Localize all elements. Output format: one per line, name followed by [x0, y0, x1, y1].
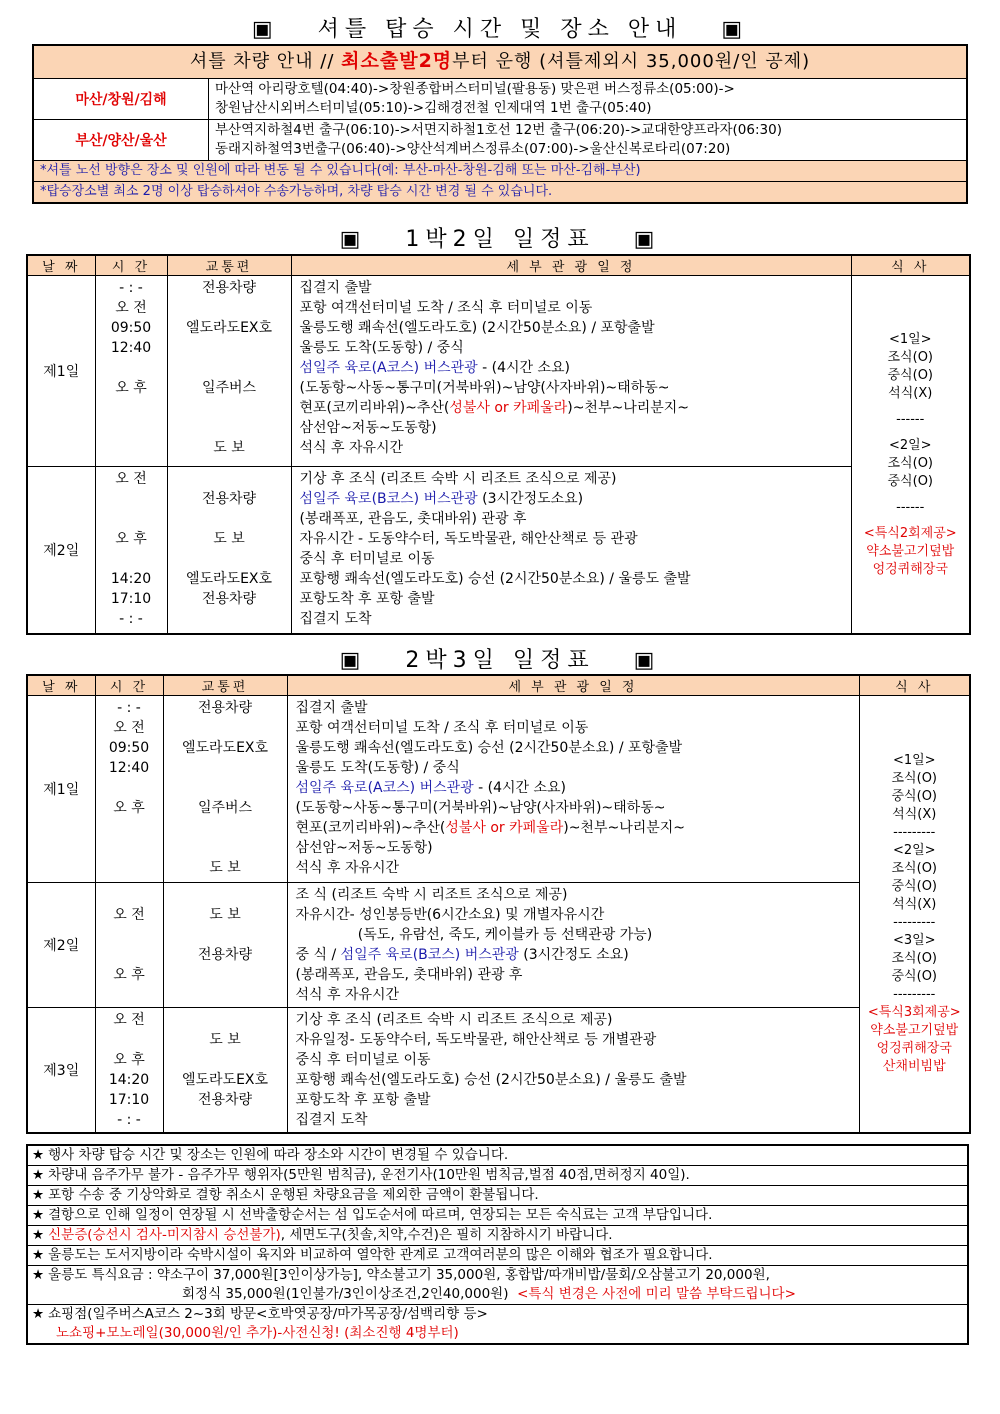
time-cell — [95, 467, 167, 635]
time: 09:50 — [108, 740, 150, 756]
col-header-date: 날 짜 — [27, 255, 95, 276]
meal-divider: --------- — [893, 987, 936, 1002]
detail-line: (도동항~사동~통구미(거북바위)~남양(사자바위)~태하동~ — [295, 800, 666, 816]
note-item — [28, 1266, 967, 1305]
time — [96, 489, 167, 509]
time: 17:10 — [108, 1092, 150, 1108]
meal-divider: --------- — [893, 915, 936, 930]
note-item — [28, 1246, 967, 1266]
time-cell — [95, 276, 167, 467]
meal-item: 중식(O) — [891, 789, 937, 804]
island-tour-b: 섬일주 육로(B코스) 버스관광 — [340, 947, 519, 963]
route-line: 창원남산시외버스터미널(05:10)->김해경전철 인제대역 1번 출구(05:40) — [215, 100, 652, 116]
star-icon: ★ — [32, 1207, 45, 1223]
transport — [164, 838, 287, 858]
note-text: 차량내 음주가무 불가 - 음주가무 행위자(5만원 범칙금), 운전기사(10만원 범칙금,벌점 40점,면허정지 40일). — [48, 1167, 690, 1183]
detail-line: 포항 여객선터미널 도착 / 조식 후 터미널로 이동 — [299, 300, 593, 316]
detail-line: (봉래폭포, 관음도, 촛대바위) 관광 후 — [299, 511, 527, 527]
detail-line: 집결지 도착 — [299, 611, 372, 627]
tour-duration: (3시간정도소요) — [477, 491, 584, 507]
note-item — [28, 1186, 967, 1206]
detail-line: 집결지 도착 — [295, 1112, 368, 1128]
meal-item: 조식(O) — [891, 771, 937, 786]
id-card-note: 신분증(승선시 검사-미지참시 승선불가) — [48, 1227, 281, 1243]
day-label: 제2일 — [27, 883, 95, 1008]
shuttle-note: *탑승장소별 최소 2명 이상 탑승하셔야 수송가능하며, 차량 탑승 시간 변경 될 수 있습니다. — [34, 182, 966, 202]
detail-line — [288, 818, 859, 838]
detail-line: 포항 여객선터미널 도착 / 조식 후 터미널로 이동 — [295, 720, 589, 736]
special-meal-title: <특식2회제공> — [863, 525, 957, 541]
detail-line: 울릉도행 쾌속선(엘도라도호) 승선 (2시간50분소요) / 포항출발 — [295, 740, 683, 756]
col-header-transport: 교통편 — [163, 675, 287, 696]
transport: 전용차량 — [197, 947, 253, 963]
transport — [164, 818, 287, 838]
time: 17:10 — [110, 591, 152, 607]
time — [96, 858, 163, 878]
star-icon: ★ — [32, 1147, 45, 1163]
day-row — [27, 467, 970, 635]
special-change-note: <특식 변경은 사전에 미리 말씀 부탁드립니다> — [517, 1286, 796, 1302]
route-part: 현포(코끼리바위)~추산( — [299, 400, 450, 416]
transport-cell — [163, 883, 287, 1008]
transport-cell — [163, 696, 287, 883]
transport: 도 보 — [213, 440, 245, 456]
itinerary-2n3d-title: ▣ 2박3일 일정표 ▣ — [339, 648, 661, 673]
itinerary-1n2d-table — [26, 254, 971, 635]
time: 14:20 — [108, 1072, 150, 1088]
time-cell — [95, 883, 163, 1008]
time: - : - — [119, 280, 143, 296]
transport — [164, 758, 287, 778]
time: 오 후 — [113, 800, 145, 816]
meal-divider: ------ — [896, 411, 925, 427]
detail-line — [292, 358, 851, 378]
transport: 일주버스 — [197, 800, 253, 816]
route-line: 마산역 아리랑호텔(04:40)->창원종합버스터미널(팔용동) 맞은편 버스정류소(05:00)-> — [215, 81, 735, 97]
detail-line: 포항행 쾌속선(엘도라도호) 승선 (2시간50분소요) / 울릉도 출발 — [299, 571, 691, 587]
route-line: 동래지하철역3번출구(06:40)->양산석계버스정류소(07:00)->울산신복로타리(07:20) — [215, 141, 731, 157]
detail-line: 조 식 (리조트 숙박 시 리조트 조식으로 제공) — [295, 887, 568, 903]
meal-item: 조식(O) — [891, 951, 937, 966]
transport — [164, 885, 287, 905]
detail-line: 삼선암~저동~도동항) — [299, 420, 437, 436]
meal-item: <3일> — [892, 933, 936, 948]
island-tour-a: 섬일주 육로(A코스) 버스관광 — [295, 780, 474, 796]
route-option: 성불사 or 카페울라 — [449, 400, 568, 416]
detail-line: 석식 후 자유시간 — [299, 440, 404, 456]
transport — [164, 965, 287, 985]
note-text: 회정식 35,000원(1인불가/3인이상조건,2인40,000원) — [182, 1286, 509, 1302]
detail-line: 기상 후 조식 (리조트 숙박 시 리조트 조식으로 제공) — [295, 1012, 613, 1028]
meal-item: <1일> — [888, 331, 932, 347]
detail-line: 포항도착 후 포항 출발 — [299, 591, 435, 607]
shuttle-route-row — [34, 120, 966, 161]
time: 12:40 — [110, 340, 152, 356]
time — [96, 778, 163, 798]
meal-item: <2일> — [892, 843, 936, 858]
time — [96, 985, 163, 1005]
transport: 전용차량 — [197, 700, 253, 716]
meal-item: 조식(O) — [887, 455, 933, 471]
detail-line: 집결지 출발 — [299, 280, 372, 296]
transport — [168, 398, 291, 418]
note-text: 울릉도 특식요금 : 약소구이 37,000원[3인이상가능], 약소불고기 35,000원, 홍합밥/따개비밥/물회/오삼불고기 20,000원, — [48, 1267, 770, 1283]
special-meal-title: <특식3회제공> — [867, 1005, 961, 1020]
detail-line — [288, 945, 859, 965]
route-stops — [209, 120, 966, 160]
lunch-text: 중 식 / — [295, 947, 341, 963]
special-meal: 약소불고기덮밥 — [866, 543, 955, 559]
transport: 전용차량 — [201, 491, 257, 507]
itinerary-1n2d-title: ▣ 1박2일 일정표 ▣ — [339, 227, 661, 252]
note-item — [28, 1146, 967, 1166]
time — [96, 885, 163, 905]
meal-cell — [859, 696, 970, 1134]
route-part: 현포(코끼리바위)~추산( — [295, 820, 446, 836]
detail-line: 자유일정- 도동약수터, 독도박물관, 해안산책로 등 개별관광 — [295, 1032, 657, 1048]
note-item — [28, 1305, 967, 1343]
special-meal: 약소불고기덮밥 — [870, 1023, 959, 1038]
route-part: )~천부~나리분지~ — [567, 400, 690, 416]
detail-line: 자유시간- 성인봉등반(6시간소요) 및 개별자유시간 — [295, 907, 605, 923]
day-label: 제2일 — [27, 467, 95, 635]
shuttle-route-row — [34, 79, 966, 120]
star-icon: ★ — [32, 1306, 45, 1322]
time: - : - — [117, 700, 141, 716]
detail-line: 중식 후 터미널로 이동 — [295, 1052, 431, 1068]
day-label: 제1일 — [27, 696, 95, 883]
time — [96, 549, 167, 569]
tour-duration: (3시간정도 소요) — [518, 947, 629, 963]
transport — [168, 549, 291, 569]
route-stops — [209, 79, 966, 119]
time: - : - — [119, 611, 143, 627]
itinerary-2n3d-table — [26, 674, 971, 1134]
transport — [164, 778, 287, 798]
transport: 도 보 — [209, 860, 241, 876]
detail-cell — [287, 696, 859, 883]
time: 오 전 — [113, 907, 145, 923]
time: 오 전 — [113, 1012, 145, 1028]
notes-box — [26, 1144, 969, 1345]
detail-cell — [287, 1008, 859, 1134]
special-meal: 산채비빔밥 — [882, 1059, 946, 1074]
detail-cell — [291, 467, 851, 635]
time — [96, 1030, 163, 1050]
col-header-time: 시 간 — [95, 255, 167, 276]
shuttle-header — [34, 46, 966, 79]
col-header-time: 시 간 — [95, 675, 163, 696]
detail-line — [292, 398, 851, 418]
meal-divider: --------- — [893, 825, 936, 840]
time: 09:50 — [110, 320, 152, 336]
transport — [164, 1050, 287, 1070]
detail-line: 자유시간 - 도동약수터, 독도박물관, 해안산책로 등 관광 — [299, 531, 638, 547]
note-text: 결항으로 인해 일정이 연장될 시 선박출항순서는 섬 입도순서에 따르며, 연장되는 모든 숙식료는 고객 부담입니다. — [48, 1207, 713, 1223]
time — [96, 818, 163, 838]
shuttle-header-text: 셔틀 차량 안내 // — [189, 51, 342, 72]
meal-item: <1일> — [892, 753, 936, 768]
detail-line — [288, 778, 859, 798]
route-option: 성불사 or 카페울라 — [445, 820, 564, 836]
detail-cell — [291, 276, 851, 467]
col-header-date: 날 짜 — [27, 675, 95, 696]
time: 14:20 — [110, 571, 152, 587]
time — [96, 418, 167, 438]
meal-divider: ------ — [896, 499, 925, 515]
star-icon: ★ — [32, 1187, 45, 1203]
time — [96, 438, 167, 458]
transport: 엘도라도EX호 — [185, 571, 273, 587]
detail-line: 중식 후 터미널로 이동 — [299, 551, 435, 567]
transport — [164, 718, 287, 738]
meal-item: 중식(O) — [891, 969, 937, 984]
transport: 도 보 — [209, 907, 241, 923]
time — [96, 925, 163, 945]
col-header-transport: 교통편 — [167, 255, 291, 276]
detail-line: 삼선암~저동~도동항) — [295, 840, 433, 856]
tour-duration: - (4시간 소요) — [477, 360, 571, 376]
note-text: 쇼핑점(일주버스A코스 2~3회 방문<호박엿공장/마가목공장/섬백리향 등> — [48, 1306, 488, 1322]
detail-line: 석식 후 자유시간 — [295, 860, 400, 876]
meal-item: 조식(O) — [887, 349, 933, 365]
special-meal: 엉겅퀴해장국 — [872, 561, 948, 577]
star-icon: ★ — [32, 1267, 45, 1283]
shuttle-section-title: ▣ 셔틀 탑승 시간 및 장소 안내 ▣ — [251, 17, 749, 42]
transport: 엘도라도EX호 — [181, 1072, 269, 1088]
island-tour-b: 섬일주 육로(B코스) 버스관광 — [299, 491, 478, 507]
time: 오 후 — [115, 531, 147, 547]
detail-line: 기상 후 조식 (리조트 숙박 시 리조트 조식으로 제공) — [299, 471, 617, 487]
col-header-detail: 세 부 관 광 일 정 — [291, 255, 851, 276]
transport — [168, 609, 291, 629]
transport — [164, 925, 287, 945]
note-text: 포항 수송 중 기상악화로 결항 취소시 운행된 차량요금을 제외한 금액이 환불됩니다. — [48, 1187, 539, 1203]
time: - : - — [117, 1112, 141, 1128]
day-row — [27, 883, 970, 1008]
note-item — [28, 1226, 967, 1246]
route-part: )~천부~나리분지~ — [563, 820, 686, 836]
detail-line: (봉래폭포, 관음도, 촛대바위) 관광 후 — [295, 967, 523, 983]
star-icon: ★ — [32, 1247, 45, 1263]
time: 오 후 — [113, 967, 145, 983]
meal-item: 석식(X) — [892, 897, 937, 912]
detail-line: 울릉도 도착(도동항) / 중식 — [299, 340, 464, 356]
time — [96, 358, 167, 378]
time — [96, 398, 167, 418]
transport: 도 보 — [209, 1032, 241, 1048]
transport — [168, 418, 291, 438]
transport — [168, 509, 291, 529]
transport — [164, 1110, 287, 1130]
route-region: 마산/창원/김해 — [34, 79, 209, 119]
time-cell — [95, 1008, 163, 1134]
shuttle-box — [32, 44, 968, 204]
tour-duration: - (4시간 소요) — [473, 780, 567, 796]
col-header-detail: 세 부 관 광 일 정 — [287, 675, 859, 696]
time — [96, 509, 167, 529]
day-label: 제1일 — [27, 276, 95, 467]
day-row — [27, 276, 970, 467]
note-item — [28, 1206, 967, 1226]
special-meal: 엉겅퀴해장국 — [876, 1041, 952, 1056]
route-region: 부산/양산/울산 — [34, 120, 209, 160]
meal-item: 중식(O) — [891, 879, 937, 894]
transport: 전용차량 — [201, 591, 257, 607]
transport — [168, 338, 291, 358]
day-row — [27, 1008, 970, 1134]
transport: 전용차량 — [201, 280, 257, 296]
meal-item: 조식(O) — [891, 861, 937, 876]
shuttle-note: *셔틀 노선 방향은 장소 및 인원에 따라 변동 될 수 있습니다(예: 부산-마산-창원-김해 또는 마산-김해-부산) — [34, 161, 966, 182]
transport-cell — [167, 467, 291, 635]
transport-cell — [167, 276, 291, 467]
route-line: 부산역지하철4번 출구(06:10)->서면지하철1호선 12번 출구(06:20)->교대한양프라자(06:30) — [215, 122, 782, 138]
detail-line: 포항행 쾌속선(엘도라도호) 승선 (2시간50분소요) / 울릉도 출발 — [295, 1072, 687, 1088]
transport — [168, 358, 291, 378]
transport: 전용차량 — [197, 1092, 253, 1108]
detail-line: 울릉도행 쾌속선(엘도라도호) (2시간50분소요) / 포항출발 — [299, 320, 655, 336]
col-header-meal: 식 사 — [851, 255, 970, 276]
time — [96, 945, 163, 965]
note-text: 행사 차량 탑승 시간 및 장소는 인원에 따라 장소와 시간이 변경될 수 있습니다. — [48, 1147, 509, 1163]
time: 오 후 — [115, 380, 147, 396]
meal-item: 중식(O) — [887, 367, 933, 383]
time-cell — [95, 696, 163, 883]
transport — [168, 298, 291, 318]
transport: 엘도라도EX호 — [185, 320, 273, 336]
day-label: 제3일 — [27, 1008, 95, 1134]
transport — [168, 469, 291, 489]
day-row — [27, 696, 970, 883]
meal-cell — [851, 276, 970, 635]
time: 오 전 — [115, 300, 147, 316]
meal-item: 석식(X) — [892, 807, 937, 822]
transport — [164, 985, 287, 1005]
detail-cell — [287, 883, 859, 1008]
detail-line — [292, 489, 851, 509]
meal-item: 석식(X) — [888, 385, 933, 401]
detail-line: 포항도착 후 포항 출발 — [295, 1092, 431, 1108]
detail-line: 석식 후 자유시간 — [295, 987, 400, 1003]
note-text: , 세면도구(칫솔,치약,수건)은 필히 지참하시기 바랍니다. — [280, 1227, 613, 1243]
detail-line: 울릉도 도착(도동항) / 중식 — [295, 760, 460, 776]
time: 오 전 — [113, 720, 145, 736]
time: 오 후 — [113, 1052, 145, 1068]
island-tour-a: 섬일주 육로(A코스) 버스관광 — [299, 360, 478, 376]
transport: 일주버스 — [201, 380, 257, 396]
transport: 도 보 — [213, 531, 245, 547]
star-icon: ★ — [32, 1167, 45, 1183]
detail-line: (도동항~사동~통구미(거북바위)~남양(사자바위)~태하동~ — [299, 380, 670, 396]
col-header-meal: 식 사 — [859, 675, 970, 696]
minimum-departure: 최소출발2명 — [341, 50, 453, 72]
no-shopping-option: 노쇼핑+모노레일(30,000원/인 추가)-사전신청! (최소진행 4명부터) — [56, 1325, 459, 1341]
time: 12:40 — [108, 760, 150, 776]
detail-line: 집결지 출발 — [295, 700, 368, 716]
transport-cell — [163, 1008, 287, 1134]
note-item — [28, 1166, 967, 1186]
transport — [164, 1010, 287, 1030]
star-icon: ★ — [32, 1227, 45, 1243]
time — [96, 838, 163, 858]
meal-item: <2일> — [888, 437, 932, 453]
time: 오 전 — [115, 471, 147, 487]
detail-line: (독도, 유람선, 죽도, 케이블카 등 선택관광 가능) — [295, 927, 653, 943]
note-text: 울릉도는 도서지방이라 숙박시설이 육지와 비교하여 열악한 관계로 고객여러분의 많은 이해와 협조가 필요합니다. — [48, 1247, 713, 1263]
shuttle-header-text-2: 부터 운행 (셔틀제외시 35,000원/인 공제) — [452, 51, 811, 72]
transport: 엘도라도EX호 — [181, 740, 269, 756]
meal-item: 중식(O) — [887, 473, 933, 489]
